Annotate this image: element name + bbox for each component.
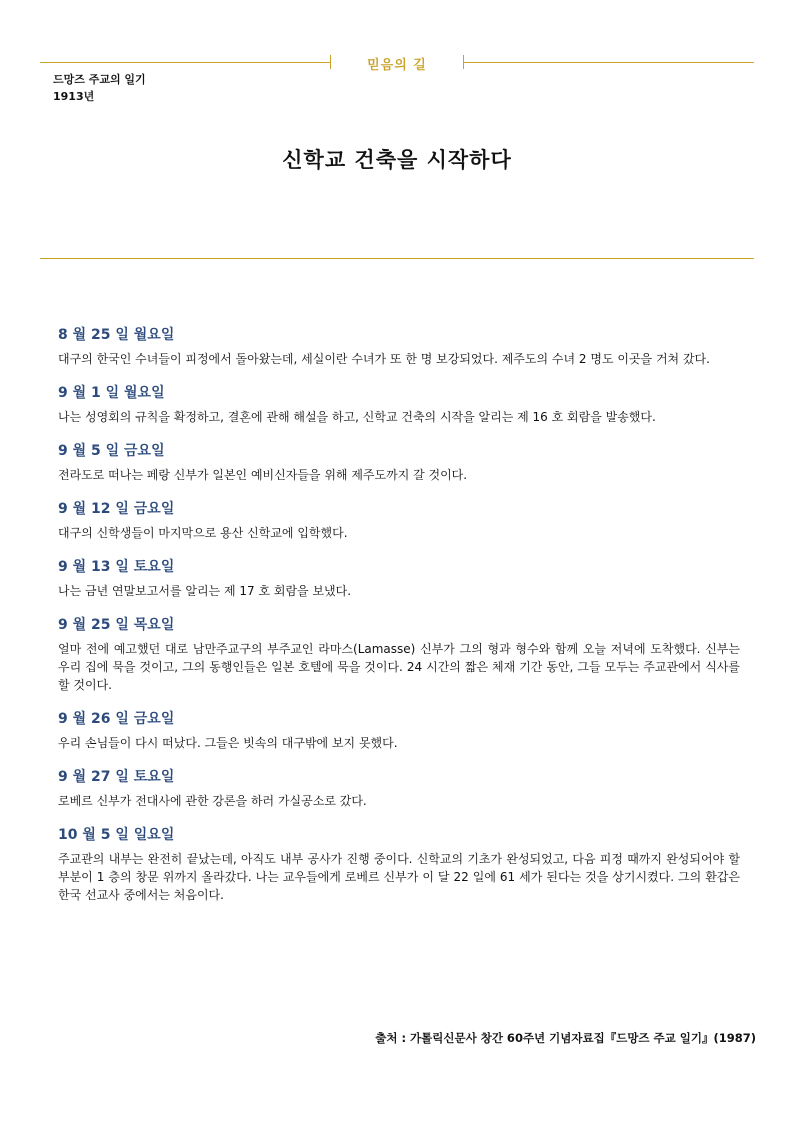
document-meta	[53, 71, 146, 105]
entry-text: 나는 성영회의 규칙을 확정하고, 결혼에 관해 해설을 하고, 신학교 건축의 시작을 알리는 제 16 호 회람을 발송했다.	[58, 410, 656, 424]
entry-date: 9 월 13 일 토요일	[58, 559, 175, 575]
entry-date: 9 월 12 일 금요일	[58, 501, 175, 517]
entry-text: 주교관의 내부는 완전히 끝났는데, 아직도 내부 공사가 진행 중이다. 신학교의 기초가 완성되었고, 다음 피정 때까지 완성되어야 할 부분이 1 층의 창문 위까지 올라갔다. 나는 교우들에게 로베르 신부가 이 달 22 일에 61 세가 된다는 것을 상기시켰다. 그의 환갑은 한국 선교사 중에서는 처음이다.	[58, 852, 740, 902]
meta-year: 1913년	[53, 90, 95, 103]
diary-entry	[58, 824, 740, 904]
entry-text: 전라도로 떠나는 페랑 신부가 일본인 예비신자들을 위해 제주도까지 갈 것이다.	[58, 468, 468, 482]
entry-date: 9 월 26 일 금요일	[58, 711, 175, 727]
article-title: 신학교 건축을 시작하다	[282, 148, 512, 172]
entry-text: 얼마 전에 예고했던 대로 남만주교구의 부주교인 라마스(Lamasse) 신부가 그의 형과 형수와 함께 오늘 저녁에 도착했다. 신부는 우리 집에 묵을 것이고, 그의 동행인들은 일본 호텔에 묵을 것이다. 24 시간의 짧은 체재 기간 동안, 그들 모두는 주교관에서 식사를 할 것이다.	[58, 642, 740, 692]
entry-text: 대구의 한국인 수녀들이 피정에서 돌아왔는데, 세실이란 수녀가 또 한 명 보강되었다. 제주도의 수녀 2 명도 이곳을 거쳐 갔다.	[58, 352, 710, 366]
entry-text: 대구의 신학생들이 마지막으로 용산 신학교에 입학했다.	[58, 526, 348, 540]
header-rule-left	[40, 62, 330, 63]
diary-entry	[58, 440, 740, 484]
diary-entry	[58, 556, 740, 600]
entry-date: 9 월 5 일 금요일	[58, 443, 165, 459]
entry-date: 9 월 25 일 목요일	[58, 617, 175, 633]
diary-entry	[58, 498, 740, 542]
entry-text: 나는 금년 연말보고서를 알리는 제 17 호 회람을 보냈다.	[58, 584, 352, 598]
diary-entry	[58, 382, 740, 426]
header-rule-right	[464, 62, 754, 63]
title-divider	[40, 258, 754, 259]
diary-entries	[58, 324, 740, 918]
entry-text: 우리 손님들이 다시 떠났다. 그들은 빗속의 대구밖에 보지 못했다.	[58, 736, 398, 750]
entry-date: 9 월 27 일 토요일	[58, 769, 175, 785]
meta-diary-name: 드망즈 주교의 일기	[53, 73, 146, 86]
entry-date: 8 월 25 일 월요일	[58, 327, 175, 343]
entry-text: 로베르 신부가 전대사에 관한 강론을 하러 가실공소로 갔다.	[58, 794, 367, 808]
diary-entry	[58, 766, 740, 810]
source-citation: 출처 : 가톨릭신문사 창간 60주년 기념자료집『드망즈 주교 일기』(1987)	[375, 1031, 756, 1045]
series-title: 믿음의 길	[367, 58, 427, 73]
diary-entry	[58, 614, 740, 694]
diary-entry	[58, 708, 740, 752]
diary-entry	[58, 324, 740, 368]
entry-date: 9 월 1 일 월요일	[58, 385, 165, 401]
entry-date: 10 월 5 일 일요일	[58, 827, 175, 843]
